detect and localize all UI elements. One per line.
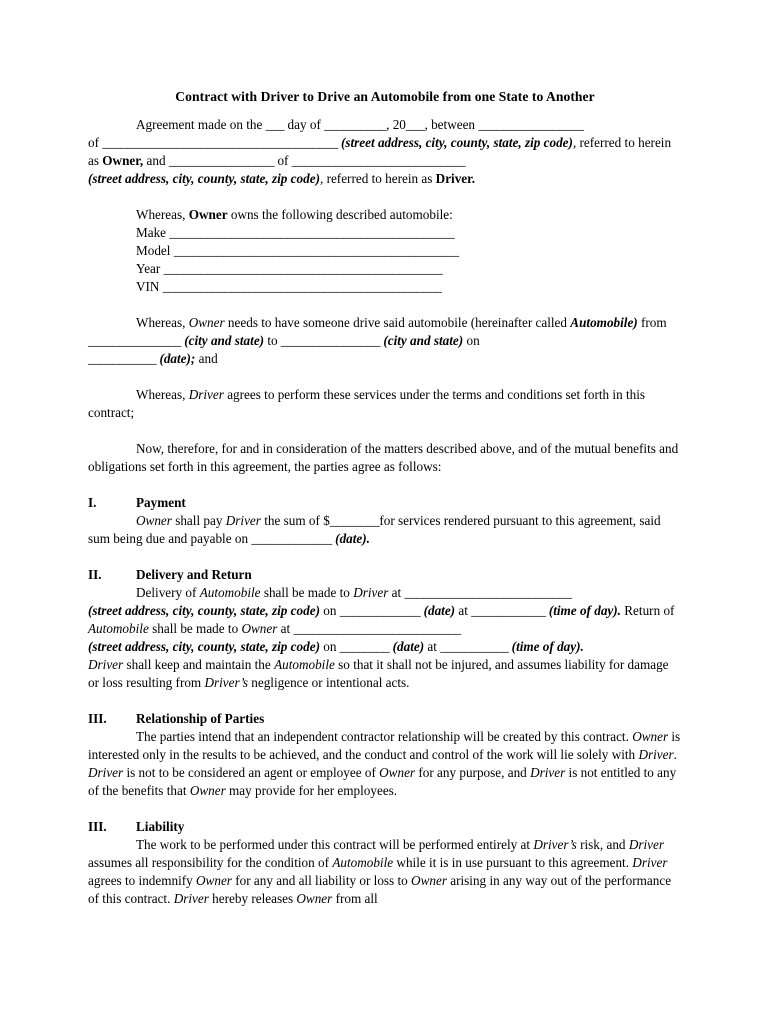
liability-drivers-possessive: Driver’s (533, 837, 577, 852)
intro-paragraph (88, 116, 682, 188)
page-title: Contract with Driver to Drive an Automobile from one State to Another (175, 89, 595, 104)
delivery-driver: Driver (353, 585, 389, 600)
blank-driver-address: ____________________________ (291, 153, 466, 168)
intro-seg8: of (274, 153, 292, 168)
transport-date-label: (date); (156, 351, 196, 366)
blank-return-address: ___________________________ (293, 621, 461, 636)
payment-date-label: (date). (331, 531, 370, 546)
section-heading-delivery (88, 566, 682, 584)
blank-owner-name: _________________ (478, 117, 584, 132)
owner-address-label: (street address, city, county, state, zip code) (337, 135, 573, 150)
payment-owner: Owner (136, 513, 172, 528)
intro-seg3: , 20 (386, 117, 406, 132)
delivery-seg10: at (424, 639, 441, 654)
spacer (88, 476, 682, 494)
liability-seg1: The work to be performed under this contract will be performed entirely at (136, 837, 534, 852)
driver-term: Driver. (435, 171, 476, 186)
liability-owner-3: Owner (296, 891, 333, 906)
delivery-automobile-2: Automobile (88, 621, 149, 636)
blank-from-city: _______________ (88, 333, 181, 348)
section-title-3: Relationship of Parties (136, 711, 265, 726)
payment-seg3: the sum of $ (260, 513, 330, 528)
section-number-3: III. (88, 711, 107, 726)
blank-to-city: ________________ (280, 333, 381, 348)
relationship-owner-3: Owner (189, 783, 226, 798)
vehicle-field-year-blank: _____________________________________________ (163, 261, 443, 276)
section-number-2: II. (88, 567, 102, 582)
vehicle-field-year-label: Year (136, 261, 164, 276)
blank-day: ___ (265, 117, 285, 132)
vehicle-field-model-label: Model (136, 243, 174, 258)
liability-seg8: hereby releases (208, 891, 297, 906)
delivery-time-label: (time of day). (545, 603, 621, 618)
vehicle-lead-seg1: Whereas, (136, 207, 189, 222)
blank-delivery-time: ____________ (471, 603, 546, 618)
section-title-4: Liability (136, 819, 185, 834)
intro-seg1: Agreement made on the (136, 117, 266, 132)
blank-delivery-date: _____________ (339, 603, 421, 618)
return-address-label: (street address, city, county, state, zip code) (88, 639, 320, 654)
vehicle-field-year (88, 260, 682, 278)
delivery-seg1: Delivery of (136, 585, 200, 600)
vehicle-field-vin-blank: _____________________________________________ (162, 279, 442, 294)
from-city-label: (city and state) (180, 333, 265, 348)
transport-paragraph (88, 314, 682, 368)
relationship-seg4: is not to be considered an agent or employee of (123, 765, 380, 780)
blank-transport-date: ___________ (88, 351, 157, 366)
delivery-seg14: negligence or intentional acts. (247, 675, 410, 690)
vehicle-field-make-label: Make (136, 225, 170, 240)
delivery-automobile-3: Automobile (274, 657, 335, 672)
delivery-seg5: at (455, 603, 472, 618)
spacer (88, 368, 682, 386)
liability-owner-2: Owner (411, 873, 447, 888)
spacer (88, 692, 682, 710)
intro-seg7: and (143, 153, 169, 168)
blank-return-time: ___________ (440, 639, 509, 654)
relationship-driver-2: Driver (88, 765, 124, 780)
liability-seg7: arising in any way out of the performance of this contract. (88, 873, 672, 906)
relationship-seg7: may provide for her employees. (225, 783, 398, 798)
blank-delivery-address: ___________________________ (404, 585, 572, 600)
vehicle-field-vin (88, 278, 682, 296)
payment-seg2: shall pay (171, 513, 226, 528)
liability-driver-2: Driver (632, 855, 668, 870)
delivery-seg9: on (319, 639, 340, 654)
section-heading-payment (88, 494, 682, 512)
blank-month: __________ (324, 117, 387, 132)
intro-seg2: day of (284, 117, 325, 132)
return-time-label: (time of day). (508, 639, 584, 654)
vehicle-lead-seg2: owns the following described automobile: (227, 207, 453, 222)
delivery-seg3: at (388, 585, 405, 600)
blank-driver-name: _________________ (168, 153, 275, 168)
blank-payment-amount: ________ (329, 513, 380, 528)
liability-seg6: for any and all liability or loss to (231, 873, 412, 888)
transport-owner: Owner (188, 315, 225, 330)
transport-seg3: from (637, 315, 667, 330)
blank-owner-address: ______________________________________ (102, 135, 338, 150)
vehicle-field-make (88, 224, 682, 242)
section-number-1: I. (88, 495, 97, 510)
document-body (88, 88, 682, 908)
liability-driver-3: Driver (173, 891, 209, 906)
intro-seg6: , referred to herein as (88, 135, 672, 168)
delivery-date-label: (date) (420, 603, 456, 618)
driver-agrees-seg1: Whereas, (136, 387, 189, 402)
section-title-2: Delivery and Return (136, 567, 252, 582)
liability-seg4: while it is in use pursuant to this agreement. (393, 855, 633, 870)
relationship-seg1: The parties intend that an independent contractor relationship will be created by this contract. (136, 729, 633, 744)
automobile-term: Automobile) (570, 315, 638, 330)
vehicle-lead-owner: Owner (188, 207, 228, 222)
driver-address-label: (street address, city, county, state, zip code) (88, 171, 320, 186)
delivery-owner: Owner (241, 621, 278, 636)
liability-seg3: assumes all responsibility for the condition of (88, 855, 333, 870)
relationship-seg3: . (673, 747, 677, 762)
delivery-drivers-possessive: Driver’s (204, 675, 248, 690)
section-title-1: Payment (136, 495, 186, 510)
transport-seg6: and (195, 351, 218, 366)
to-city-label: (city and state) (380, 333, 464, 348)
relationship-owner-2: Owner (379, 765, 416, 780)
delivery-driver-2: Driver (88, 657, 124, 672)
liability-driver: Driver (628, 837, 664, 852)
delivery-address-label: (street address, city, county, state, zip code) (88, 603, 320, 618)
relationship-driver-3: Driver (530, 765, 566, 780)
liability-seg5: agrees to indemnify (88, 873, 197, 888)
intro-seg4: , between (424, 117, 479, 132)
section-number-4: III. (88, 819, 107, 834)
consideration-paragraph: Now, therefore, for and in consideration of the matters described above, and of the mutual benefits and obligations set forth in this agreement, the parties agree as follows: (88, 441, 679, 474)
delivery-seg12: shall keep and maintain the (123, 657, 275, 672)
section-body-delivery (88, 584, 682, 692)
spacer (88, 548, 682, 566)
section-body-liability (88, 836, 682, 908)
relationship-owner: Owner (632, 729, 669, 744)
return-date-label: (date) (389, 639, 425, 654)
transport-seg5: on (463, 333, 480, 348)
section-heading-relationship (88, 710, 682, 728)
blank-return-date: ________ (339, 639, 390, 654)
liability-seg9: from all (332, 891, 378, 906)
intro-seg9: , referred to herein as (319, 171, 436, 186)
driver-agrees-seg2: agrees to perform these services under the terms and conditions set forth in this contract; (88, 387, 646, 420)
spacer (88, 422, 682, 440)
relationship-seg6: is not entitled to any of the benefits that (88, 765, 677, 798)
vehicle-field-model-blank: ______________________________________________ (173, 243, 459, 258)
driver-agrees-paragraph (88, 386, 682, 422)
delivery-automobile: Automobile (199, 585, 261, 600)
delivery-seg4: on (319, 603, 340, 618)
payment-seg4: for services rendered pursuant to this agreement, said sum being due and payable on (88, 513, 661, 546)
spacer (88, 188, 682, 206)
vehicle-field-model (88, 242, 682, 260)
relationship-seg2: is interested only in the results to be achieved, and the conduct and control of the work will lie solely with (88, 729, 681, 762)
relationship-driver: Driver (638, 747, 674, 762)
liability-seg2: risk, and (576, 837, 629, 852)
liability-automobile: Automobile (332, 855, 394, 870)
section-body-relationship (88, 728, 682, 800)
section-heading-liability (88, 818, 682, 836)
relationship-seg5: for any purpose, and (415, 765, 531, 780)
spacer (88, 296, 682, 314)
blank-payment-date: _____________ (251, 531, 332, 546)
vehicle-field-make-blank: ______________________________________________ (169, 225, 455, 240)
delivery-seg7: shall be made to (148, 621, 242, 636)
delivery-seg8: at (277, 621, 294, 636)
blank-year: ___ (405, 117, 425, 132)
spacer (88, 800, 682, 818)
liability-owner: Owner (196, 873, 232, 888)
delivery-seg6: Return of (620, 603, 675, 618)
driver-agrees-driver: Driver (188, 387, 224, 402)
owner-term: Owner, (102, 153, 144, 168)
vehicle-field-vin-label: VIN (136, 279, 163, 294)
vehicle-lead (88, 206, 682, 224)
delivery-seg2: shall be made to (260, 585, 354, 600)
intro-seg5: of (88, 135, 103, 150)
delivery-seg13: so that it shall not be injured, and assumes liability for damage or loss resulting from (88, 657, 669, 690)
section-body-payment (88, 512, 682, 548)
payment-driver: Driver (225, 513, 261, 528)
transport-seg2: needs to have someone drive said automobile (hereinafter called (224, 315, 571, 330)
transport-seg4: to (264, 333, 281, 348)
transport-seg1: Whereas, (136, 315, 189, 330)
